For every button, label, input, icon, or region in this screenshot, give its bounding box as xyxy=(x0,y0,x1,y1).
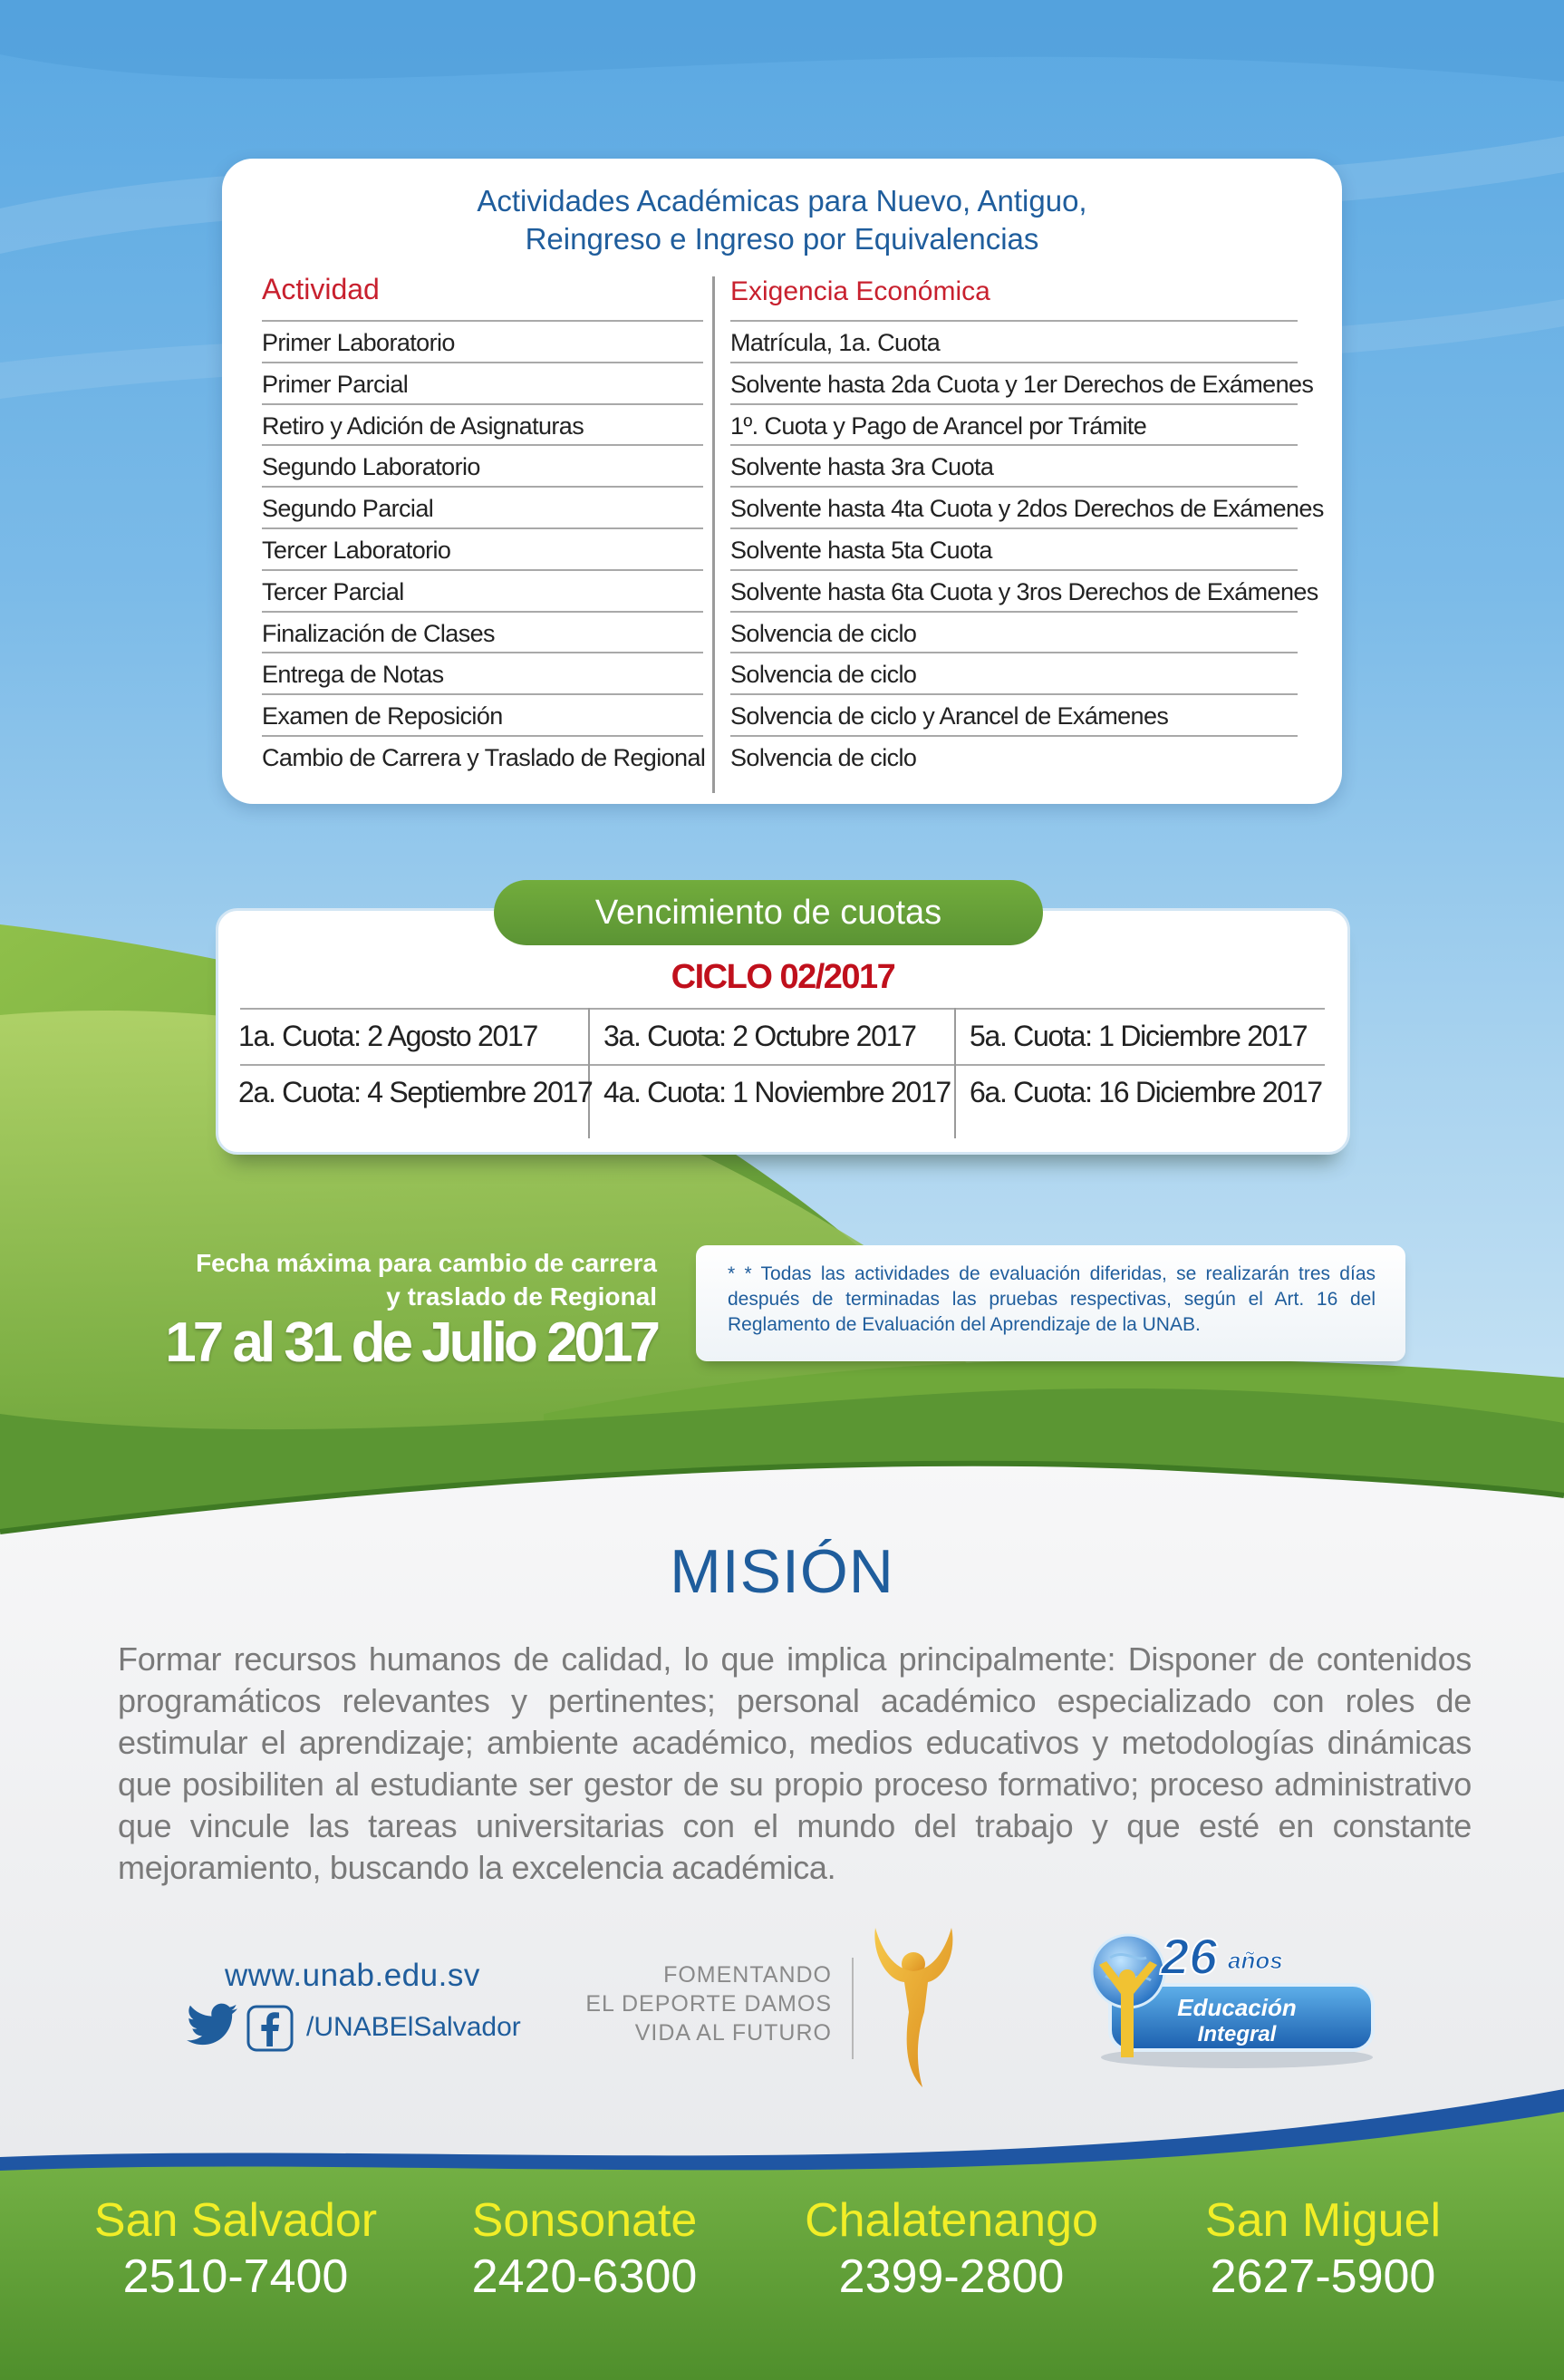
badge-number: 26 xyxy=(1161,1928,1218,1985)
note-box xyxy=(696,1245,1405,1361)
table-row-divider xyxy=(262,527,703,529)
table-row-divider xyxy=(262,444,703,446)
activity-cell: Finalización de Clases xyxy=(262,619,495,647)
table-row-divider xyxy=(262,320,703,322)
campus-san-miguel xyxy=(1178,2191,1468,2304)
mision-text: Formar recursos humanos de calidad, lo que implica principalmente: Disponer de contenidos programáticos relevantes y pertinentes; personal académico especializado con roles de estimular el aprendizaje; ambiente académico, medios educativos y metodologías dinámicas que posibiliten al estudiante ser gestor de su propio proceso formativo; proceso administrativo que vincule las tareas universitarias con el mundo del trabajo y que esté en constante mejoramiento, buscando la excelencia académica. xyxy=(118,1640,1472,1886)
fecha-maxima-line1: Fecha máxima para cambio de carrera xyxy=(196,1249,657,1277)
table-row-divider xyxy=(730,569,1298,571)
fecha-maxima-block xyxy=(91,1246,657,1373)
mision-title: MISIÓN xyxy=(670,1537,894,1606)
column-header-exigencia: Exigencia Económica xyxy=(730,276,990,306)
cuota-1: 1a. Cuota: 2 Agosto 2017 xyxy=(238,1020,537,1052)
campus-chalatenango xyxy=(788,2191,1115,2304)
requirement-cell: Solvente hasta 6ta Cuota y 3ros Derechos de Exámenes xyxy=(730,577,1318,605)
campus-phone: 2510-7400 xyxy=(122,2250,349,2303)
activities-title-line2: Reingreso e Ingreso por Equivalencias xyxy=(525,222,1039,256)
ciclo-label: CICLO 02/2017 xyxy=(671,958,895,996)
website-link[interactable]: www.unab.edu.sv xyxy=(225,1958,480,1993)
table-row-divider xyxy=(730,611,1298,613)
requirement-cell: Solvente hasta 3ra Cuota xyxy=(730,453,994,481)
campus-name: Sonsonate xyxy=(471,2194,698,2247)
requirement-cell: Solvencia de ciclo xyxy=(730,619,917,647)
requirement-cell: Solvencia de ciclo y Arancel de Exámenes xyxy=(730,702,1169,730)
activity-cell: Tercer Parcial xyxy=(262,577,404,605)
activities-title-line1: Actividades Académicas para Nuevo, Antiguo, xyxy=(477,184,1087,218)
activity-cell: Primer Parcial xyxy=(262,370,409,398)
facebook-icon[interactable] xyxy=(246,2005,294,2052)
cuota-6: 6a. Cuota: 16 Diciembre 2017 xyxy=(970,1076,1322,1108)
cuota-3: 3a. Cuota: 2 Octubre 2017 xyxy=(603,1020,916,1052)
cuota-column-divider xyxy=(588,1008,590,1138)
table-row-divider xyxy=(730,735,1298,737)
cuota-5: 5a. Cuota: 1 Diciembre 2017 xyxy=(970,1020,1308,1052)
badge-suffix: años xyxy=(1228,1947,1283,1974)
campus-name: San Miguel xyxy=(1204,2194,1442,2247)
table-row-divider xyxy=(730,486,1298,488)
activity-cell: Cambio de Carrera y Traslado de Regional xyxy=(262,744,706,771)
activity-cell: Entrega de Notas xyxy=(262,661,444,689)
badge-line1: Educación xyxy=(1177,1994,1297,2021)
activities-title xyxy=(222,182,1342,258)
requirement-cell: Solvencia de ciclo xyxy=(730,661,917,689)
campus-sonsonate xyxy=(439,2191,729,2304)
campus-san-salvador xyxy=(91,2191,381,2304)
cuota-row-divider xyxy=(240,1064,1325,1066)
activity-cell: Retiro y Adición de Asignaturas xyxy=(262,411,584,440)
cuota-4: 4a. Cuota: 1 Noviembre 2017 xyxy=(603,1076,951,1108)
slogan-line1: FOMENTANDO xyxy=(663,1962,832,1988)
activities-card xyxy=(222,159,1342,804)
requirement-cell: 1º. Cuota y Pago de Arancel por Trámite xyxy=(730,411,1147,440)
table-row-divider xyxy=(262,652,703,653)
requirement-cell: Solvente hasta 4ta Cuota y 2dos Derechos de Exámenes xyxy=(730,495,1324,523)
table-row-divider xyxy=(262,735,703,737)
requirement-cell: Matrícula, 1a. Cuota xyxy=(730,329,941,356)
table-row-divider xyxy=(262,611,703,613)
campus-phone: 2627-5900 xyxy=(1210,2250,1436,2303)
cuota-2: 2a. Cuota: 4 Septiembre 2017 xyxy=(238,1076,593,1108)
activity-cell: Tercer Laboratorio xyxy=(262,537,451,564)
table-row-divider xyxy=(262,569,703,571)
fecha-maxima-line2: y traslado de Regional xyxy=(386,1282,657,1311)
campus-phone: 2399-2800 xyxy=(838,2250,1065,2303)
slogan-line3: VIDA AL FUTURO xyxy=(634,2020,832,2046)
note-text: * * Todas las actividades de evaluación diferidas, se realizarán tres días después de terminadas las pruebas respectivas, según el Art. 16 del Reglamento de Evaluación del Aprendizaje de la UNAB. xyxy=(728,1263,1376,1335)
table-row-divider xyxy=(730,444,1298,446)
requirement-cell: Solvencia de ciclo xyxy=(730,744,917,771)
requirement-cell: Solvente hasta 5ta Cuota xyxy=(730,537,992,564)
badge-line2: Integral xyxy=(1197,2022,1277,2046)
table-row-divider xyxy=(730,362,1298,363)
vencimiento-pill: Vencimiento de cuotas xyxy=(494,880,1043,945)
cuota-column-divider xyxy=(954,1008,956,1138)
slogan-divider xyxy=(852,1958,854,2059)
table-row-divider xyxy=(730,652,1298,653)
cuota-row-divider xyxy=(240,1008,1325,1010)
table-row-divider xyxy=(730,403,1298,405)
social-handle[interactable]: /UNABElSalvador xyxy=(306,2012,521,2042)
table-row-divider xyxy=(262,693,703,695)
anniversary-badge xyxy=(1074,1921,1382,2075)
campus-name: Chalatenango xyxy=(805,2194,1098,2247)
table-row-divider xyxy=(730,693,1298,695)
table-row-divider xyxy=(262,362,703,363)
activity-cell: Primer Laboratorio xyxy=(262,329,455,356)
activity-cell: Segundo Parcial xyxy=(262,495,434,523)
activity-cell: Examen de Reposición xyxy=(262,702,503,730)
fecha-maxima-date: 17 al 31 de Julio 2017 xyxy=(165,1311,657,1374)
deporte-figure-icon xyxy=(868,1926,959,2089)
column-divider xyxy=(712,276,715,793)
table-row-divider xyxy=(262,403,703,405)
slogan-line2: EL DEPORTE DAMOS xyxy=(585,1991,832,2017)
requirement-cell: Solvente hasta 2da Cuota y 1er Derechos de Exámenes xyxy=(730,370,1314,398)
deporte-slogan xyxy=(535,1960,832,2047)
table-row-divider xyxy=(730,320,1298,322)
campus-name: San Salvador xyxy=(93,2194,378,2247)
table-row-divider xyxy=(730,527,1298,529)
campus-phone: 2420-6300 xyxy=(471,2250,698,2303)
table-row-divider xyxy=(262,486,703,488)
activity-cell: Segundo Laboratorio xyxy=(262,453,480,481)
column-header-activity: Actividad xyxy=(262,273,380,305)
twitter-icon[interactable] xyxy=(187,2003,237,2046)
